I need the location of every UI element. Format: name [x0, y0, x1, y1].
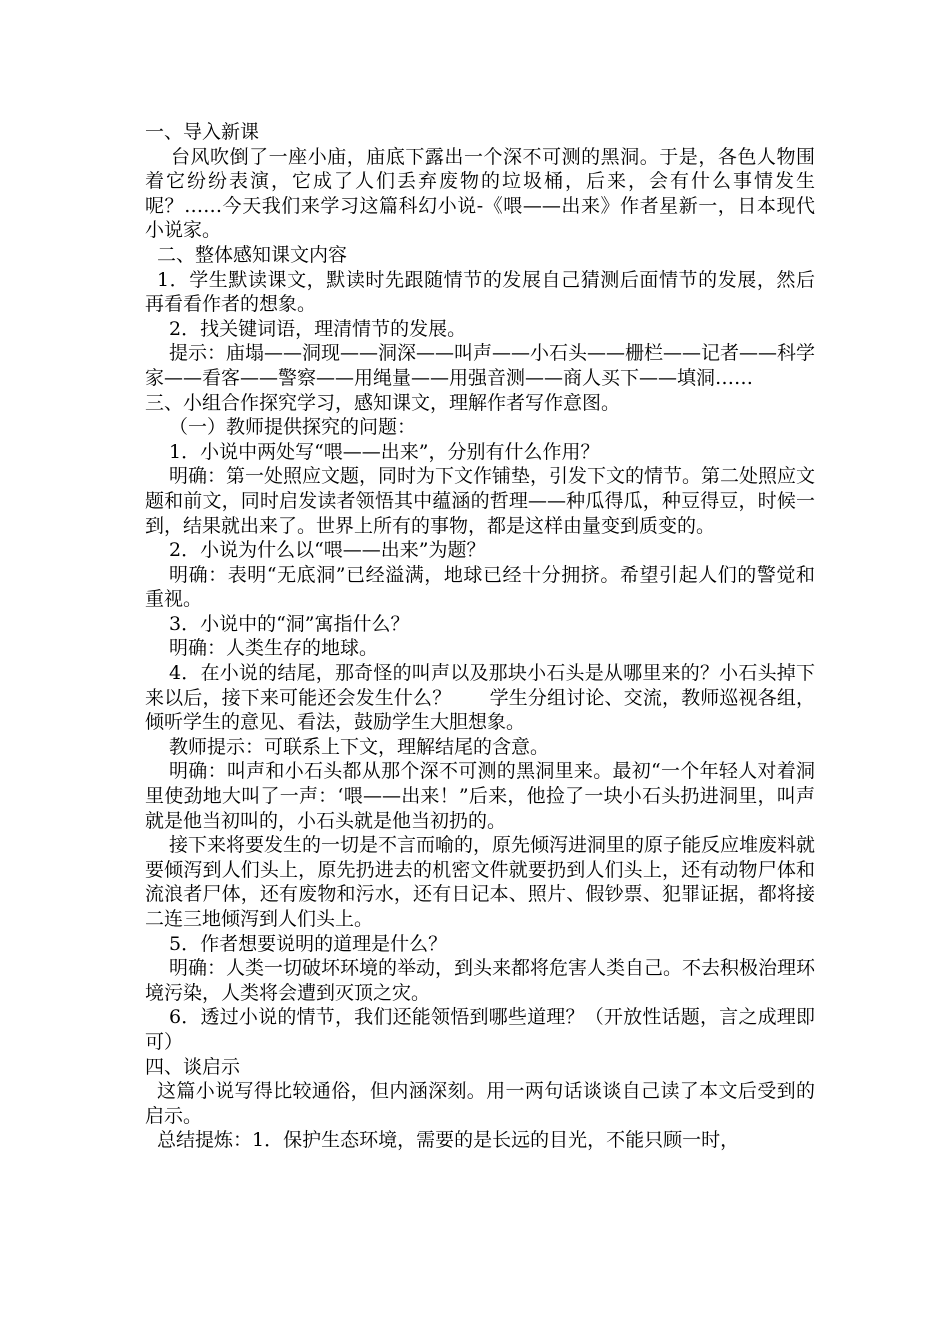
paragraph: 接下来将要发生的一切是不言而喻的，原先倾泻进洞里的原子能反应堆废料就要倾泻到人们头上，原先扔进去的机密文件就要扔到人们头上，还有动物尸体和流浪者尸体，还有废物和污水，还有日记本、照片、假钞票、犯罪证据，都将接二连三地倾泻到人们头上。: [145, 834, 816, 930]
paragraph: 这篇小说写得比较通俗，但内涵深刻。用一两句话谈谈自己读了本文后受到的启示。: [145, 1080, 815, 1127]
paragraph: 提示：庙塌——洞现——洞深——叫声——小石头——栅栏——记者——科学家——看客——警察——用绳量——用强音测——商人买下——填洞……: [145, 342, 816, 389]
paragraph: 明确：叫声和小石头都从那个深不可测的黑洞里来。最初“一个年轻人对着洞里使劲地大叫了一声：‘喂——出来！”后来，他捡了一块小石头扔进洞里，叫声就是他当初叫的，小石头就是他当初扔的。: [145, 760, 815, 832]
paragraph: 总结提炼：1．保护生态环境，需要的是长远的目光，不能只顾一时，: [157, 1129, 740, 1152]
paragraph: 二、整体感知课文内容: [157, 243, 348, 266]
paragraph: 明确：第一处照应文题，同时为下文作铺垫，引发下文的情节。第二处照应文题和前文，同时启发读者领悟其中蕴涵的哲理——种瓜得瓜，种豆得豆，时候一到，结果就出来了。世界上所有的事物，都是这样由量变到质变的。: [145, 465, 816, 537]
document-body: [145, 120, 815, 1153]
paragraph: （一）教师提供探究的问题：: [169, 416, 417, 439]
paragraph: 明确：人类生存的地球。: [169, 637, 379, 660]
paragraph: 1．小说中两处写“喂——出来”，分别有什么作用？: [169, 440, 600, 463]
paragraph: 教师提示：可联系上下文，理解结尾的含意。: [169, 735, 550, 758]
paragraph: 三、小组合作探究学习，感知课文，理解作者写作意图。: [145, 391, 621, 414]
paragraph: 明确：表明“无底洞”已经溢满，地球已经十分拥挤。希望引起人们的警觉和重视。: [145, 563, 815, 611]
paragraph: 四、谈启示: [145, 1055, 241, 1078]
paragraph: 2．找关键词语，理清情节的发展。: [169, 317, 467, 340]
paragraph: 6．透过小说的情节，我们还能领悟到哪些道理？（开放性话题，言之成理即可）: [145, 1006, 815, 1053]
paragraph: 一、导入新课: [145, 121, 260, 143]
paragraph: 5．作者想要说明的道理是什么？: [169, 932, 448, 955]
paragraph: 1．学生默读课文，默读时先跟随情节的发展自己猜测后面情节的发展，然后再看看作者的想象。: [145, 268, 815, 316]
paragraph: 2．小说为什么以“喂——出来”为题？: [169, 539, 486, 562]
paragraph: 明确：人类一切破坏环境的举动，到头来都将危害人类自己。不去积极治理环境污染，人类将会遭到灭顶之灾。: [145, 957, 816, 1004]
paragraph: 台风吹倒了一座小庙，庙底下露出一个深不可测的黑洞。于是，各色人物围着它纷纷表演，它成了人们丢弃废物的垃圾桶，后来，会有什么事情发生呢？……今天我们来学习这篇科幻小说-《喂——出来》作者星新一，日本现代小说家。: [145, 145, 815, 242]
paragraph: 4．在小说的结尾，那奇怪的叫声以及那块小石头是从哪里来的？小石头掉下来以后，接下来可能还会发生什么？ 学生分组讨论、交流，教师巡视各组，倾听学生的意见、看法，鼓励学生大胆想象。: [145, 662, 815, 734]
paragraph: 3．小说中的“洞”寓指什么？: [169, 612, 410, 635]
